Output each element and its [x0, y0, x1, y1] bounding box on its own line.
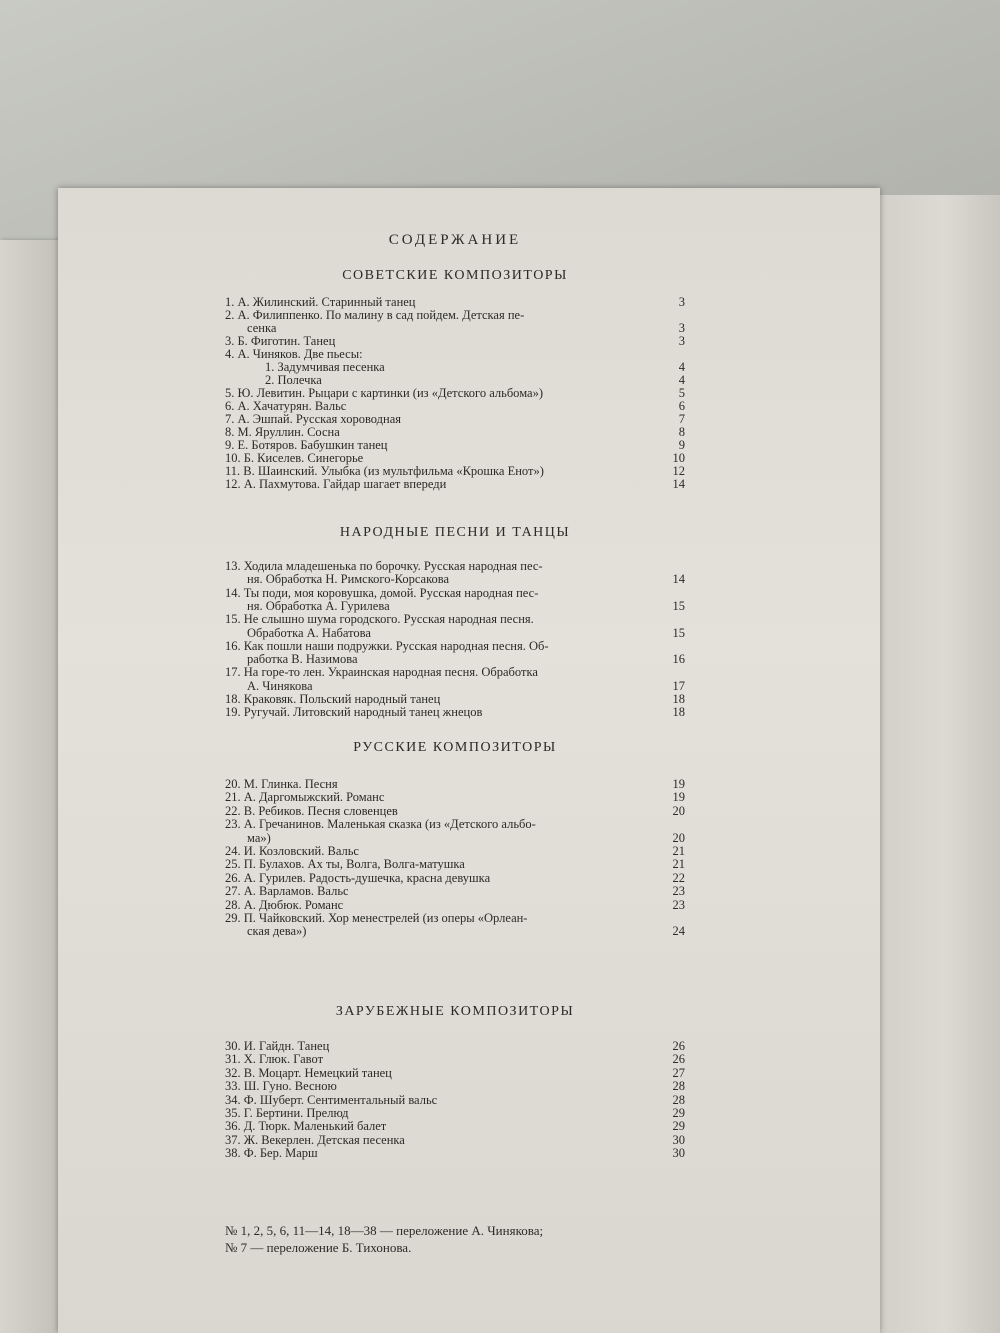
toc-entry — [225, 778, 685, 791]
toc-entry-text: 34. Ф. Шуберт. Сентиментальный вальс — [225, 1093, 438, 1107]
toc-page-number: 27 — [672, 1065, 685, 1080]
section-heading: НАРОДНЫЕ ПЕСНИ И ТАНЦЫ — [339, 525, 571, 540]
toc-page-number: 20 — [672, 830, 685, 845]
toc-entry — [225, 587, 685, 600]
toc-page-number: 3 — [678, 321, 685, 335]
toc-entry-text: 6. А. Хачатурян. Вальс — [225, 400, 347, 413]
toc-page-number: 10 — [672, 451, 685, 465]
toc-page-number: 6 — [678, 399, 685, 413]
toc-entry-text: 12. А. Пахмутова. Гайдар шагает впереди — [225, 478, 447, 491]
toc-entry — [225, 858, 685, 871]
toc-entry-text: А. Чинякова — [247, 679, 313, 693]
toc-entry-text: ня. Обработка Н. Римского-Корсакова — [247, 573, 450, 587]
toc-page-number: 15 — [672, 598, 685, 613]
toc-entry — [225, 1067, 685, 1080]
toc-entry-text: Обработка А. Набатова — [247, 626, 371, 640]
toc-entry — [225, 653, 685, 666]
toc-entry — [225, 1080, 685, 1093]
toc-page-number: 23 — [672, 897, 685, 912]
toc-entry-text: 1. Задумчивая песенка — [265, 361, 385, 374]
toc-entry-text: 37. Ж. Векерлен. Детская песенка — [225, 1133, 405, 1147]
toc-page-number: 29 — [672, 1119, 685, 1134]
toc-entry — [225, 452, 685, 465]
toc-entry-text: 5. Ю. Левитин. Рыцари с картинки (из «Детского альбома») — [225, 387, 543, 400]
toc-entry-text: ская дева») — [247, 925, 307, 939]
toc-entry — [225, 693, 685, 706]
toc-page-number: 18 — [672, 705, 685, 720]
toc-entry — [225, 361, 685, 374]
toc-entry — [225, 845, 685, 858]
toc-entry-text: 33. Ш. Гуно. Весною — [225, 1080, 337, 1094]
toc-entry — [225, 478, 685, 491]
toc-entry-text: 10. Б. Киселев. Синегорье — [225, 452, 364, 465]
toc-entry — [225, 925, 685, 938]
toc-entry-text: 30. И. Гайдн. Танец — [225, 1040, 330, 1053]
toc-page-number: 14 — [672, 477, 685, 491]
toc-entry-text: ня. Обработка А. Гурилева — [247, 599, 390, 613]
toc-entry-text: 25. П. Булахов. Ах ты, Волга, Волга-матушка — [225, 858, 465, 872]
toc-entry — [225, 680, 685, 693]
toc-page-number: 16 — [672, 652, 685, 667]
toc-entry-text: 2. А. Филиппенко. По малину в сад пойдем. Детская пе- — [225, 309, 525, 322]
toc-page-number: 15 — [672, 625, 685, 640]
toc-page-number: 30 — [672, 1146, 685, 1161]
toc-page-number: 20 — [672, 803, 685, 818]
toc-entry-text: 19. Ругучай. Литовский народный танец жнецов — [225, 706, 483, 720]
footnote-line: № 1, 2, 5, 6, 11—14, 18—38 — переложение А. Чинякова; — [225, 1223, 544, 1238]
toc-entry — [225, 322, 685, 335]
toc-entry — [225, 1134, 685, 1147]
toc-entry — [225, 706, 685, 719]
toc-page-number: 23 — [672, 884, 685, 899]
toc-page-number: 8 — [678, 425, 685, 439]
toc-page-number: 14 — [672, 572, 685, 587]
toc-entry-text: сенка — [247, 322, 277, 335]
toc-entry — [225, 1094, 685, 1107]
toc-entry — [225, 899, 685, 912]
toc-entry — [225, 335, 685, 348]
toc-page-number: 19 — [672, 777, 685, 791]
toc-entry-text: 23. А. Гречанинов. Маленькая сказка (из «Детского альбо- — [225, 818, 536, 832]
toc-page-number: 28 — [672, 1092, 685, 1107]
toc-page-number: 9 — [678, 438, 685, 452]
toc-entry — [225, 387, 685, 400]
toc-entry — [225, 1053, 685, 1066]
toc-entry — [225, 832, 685, 845]
toc-entry — [225, 439, 685, 452]
toc-entry-text: 38. Ф. Бер. Марш — [225, 1147, 318, 1161]
left-paper-sheet — [0, 240, 60, 1333]
toc-entry-text: 26. А. Гурилев. Радость-душечка, красна девушка — [225, 871, 491, 885]
toc-entry-text: 29. П. Чайковский. Хор менестрелей (из оперы «Орлеан- — [225, 912, 528, 925]
toc-page-number: 7 — [678, 412, 685, 426]
toc-entry-text: 20. М. Глинка. Песня — [225, 778, 338, 791]
toc-entry-text: 3. Б. Фиготин. Танец — [225, 335, 336, 348]
toc-page-number: 30 — [672, 1132, 685, 1147]
toc-page-number: 18 — [672, 692, 685, 706]
toc-entry — [225, 600, 685, 613]
toc-page-number: 24 — [672, 924, 685, 939]
toc-entry-text: 32. В. Моцарт. Немецкий танец — [225, 1066, 392, 1080]
footnote — [225, 1222, 685, 1256]
toc-entry-text: 27. А. Варламов. Вальс — [225, 885, 349, 899]
toc-entry-text: 13. Ходила младешенька по борочку. Русская народная пес- — [225, 560, 543, 573]
section-heading: РУССКИЕ КОМПОЗИТОРЫ — [353, 740, 557, 755]
toc-entry-text: 2. Полечка — [265, 374, 322, 387]
toc-entry — [225, 296, 685, 309]
toc-entry-text: 21. А. Даргомыжский. Романс — [225, 791, 385, 805]
toc-entry — [225, 426, 685, 439]
toc-page-number: 21 — [672, 857, 685, 872]
section-heading: ЗАРУБЕЖНЫЕ КОМПОЗИТОРЫ — [335, 1004, 575, 1019]
toc-page-number: 21 — [672, 844, 685, 858]
toc-page-number: 3 — [678, 334, 685, 348]
toc-entry — [225, 309, 685, 322]
toc-entry — [225, 872, 685, 885]
toc-entry — [225, 1040, 685, 1053]
toc-page-number: 4 — [678, 373, 685, 387]
toc-entry — [225, 560, 685, 573]
toc-page-number: 19 — [672, 790, 685, 805]
toc-entry — [225, 791, 685, 804]
toc-entry — [225, 400, 685, 413]
toc-entry — [225, 912, 685, 925]
toc-page-number: 28 — [672, 1079, 685, 1094]
right-paper-sheet — [860, 195, 1000, 1333]
toc-entry — [225, 1147, 685, 1160]
toc-entry-text: 24. И. Козловский. Вальс — [225, 845, 359, 858]
toc-entry — [225, 885, 685, 898]
toc-entry-text: 18. Краковяк. Польский народный танец — [225, 693, 441, 706]
toc-entry — [225, 640, 685, 653]
section-heading: СОВЕТСКИЕ КОМПОЗИТОРЫ — [342, 268, 568, 283]
toc-entry — [225, 465, 685, 478]
toc-entry — [225, 805, 685, 818]
toc-page-number: 4 — [678, 360, 685, 374]
toc-entry-text: 8. М. Яруллин. Сосна — [225, 426, 340, 439]
toc-entry-text: 17. На горе-то лен. Украинская народная песня. Обработка — [225, 666, 538, 680]
toc-entry-text: 9. Е. Ботяров. Бабушкин танец — [225, 439, 388, 452]
toc-entry-text: 11. В. Шаинский. Улыбка (из мультфильма «Крошка Енот») — [225, 465, 544, 478]
toc-entry — [225, 818, 685, 831]
toc-entry — [225, 374, 685, 387]
toc-page-number: 17 — [672, 678, 685, 693]
toc-entry-text: 35. Г. Бертини. Прелюд — [225, 1107, 349, 1120]
toc-entry-text: 14. Ты поди, моя коровушка, домой. Русская народная пес- — [225, 586, 539, 600]
toc-entry-text: 36. Д. Тюрк. Маленький балет — [225, 1120, 387, 1134]
toc-page-number: 26 — [672, 1052, 685, 1067]
toc-page-number: 3 — [678, 295, 685, 309]
toc-page-number: 29 — [672, 1106, 685, 1120]
toc-entry-text: 4. А. Чиняков. Две пьесы: — [225, 348, 363, 361]
toc-entry — [225, 666, 685, 679]
toc-entry-text: ма») — [247, 831, 271, 845]
toc-entry — [225, 413, 685, 426]
toc-entry-text: работка В. Назимова — [247, 653, 358, 667]
footnote-line: № 7 — переложение Б. Тихонова. — [225, 1240, 412, 1255]
toc-entry-text: 7. А. Эшпай. Русская хороводная — [225, 413, 402, 426]
toc-entry — [225, 1120, 685, 1133]
toc-entry-text: 31. Х. Глюк. Гавот — [225, 1053, 324, 1067]
toc-page-number: 22 — [672, 870, 685, 885]
toc-entry — [225, 348, 685, 361]
toc-entry — [225, 573, 685, 586]
toc-page-number: 26 — [672, 1039, 685, 1053]
page-title: СОДЕРЖАНИЕ — [388, 232, 522, 248]
toc-entry — [225, 613, 685, 626]
toc-entry-text: 28. А. Дюбюк. Романс — [225, 898, 344, 912]
toc-entry-text: 1. А. Жилинский. Старинный танец — [225, 296, 416, 309]
toc-entry-text: 15. Не слышно шума городского. Русская народная песня. — [225, 613, 534, 627]
toc-entry — [225, 627, 685, 640]
toc-entry — [225, 1107, 685, 1120]
toc-page-number: 5 — [678, 386, 685, 400]
toc-entry-text: 16. Как пошли наши подружки. Русская народная песня. Об- — [225, 639, 549, 653]
toc-entry-text: 22. В. Ребиков. Песня словенцев — [225, 804, 398, 818]
toc-page-number: 12 — [672, 464, 685, 478]
